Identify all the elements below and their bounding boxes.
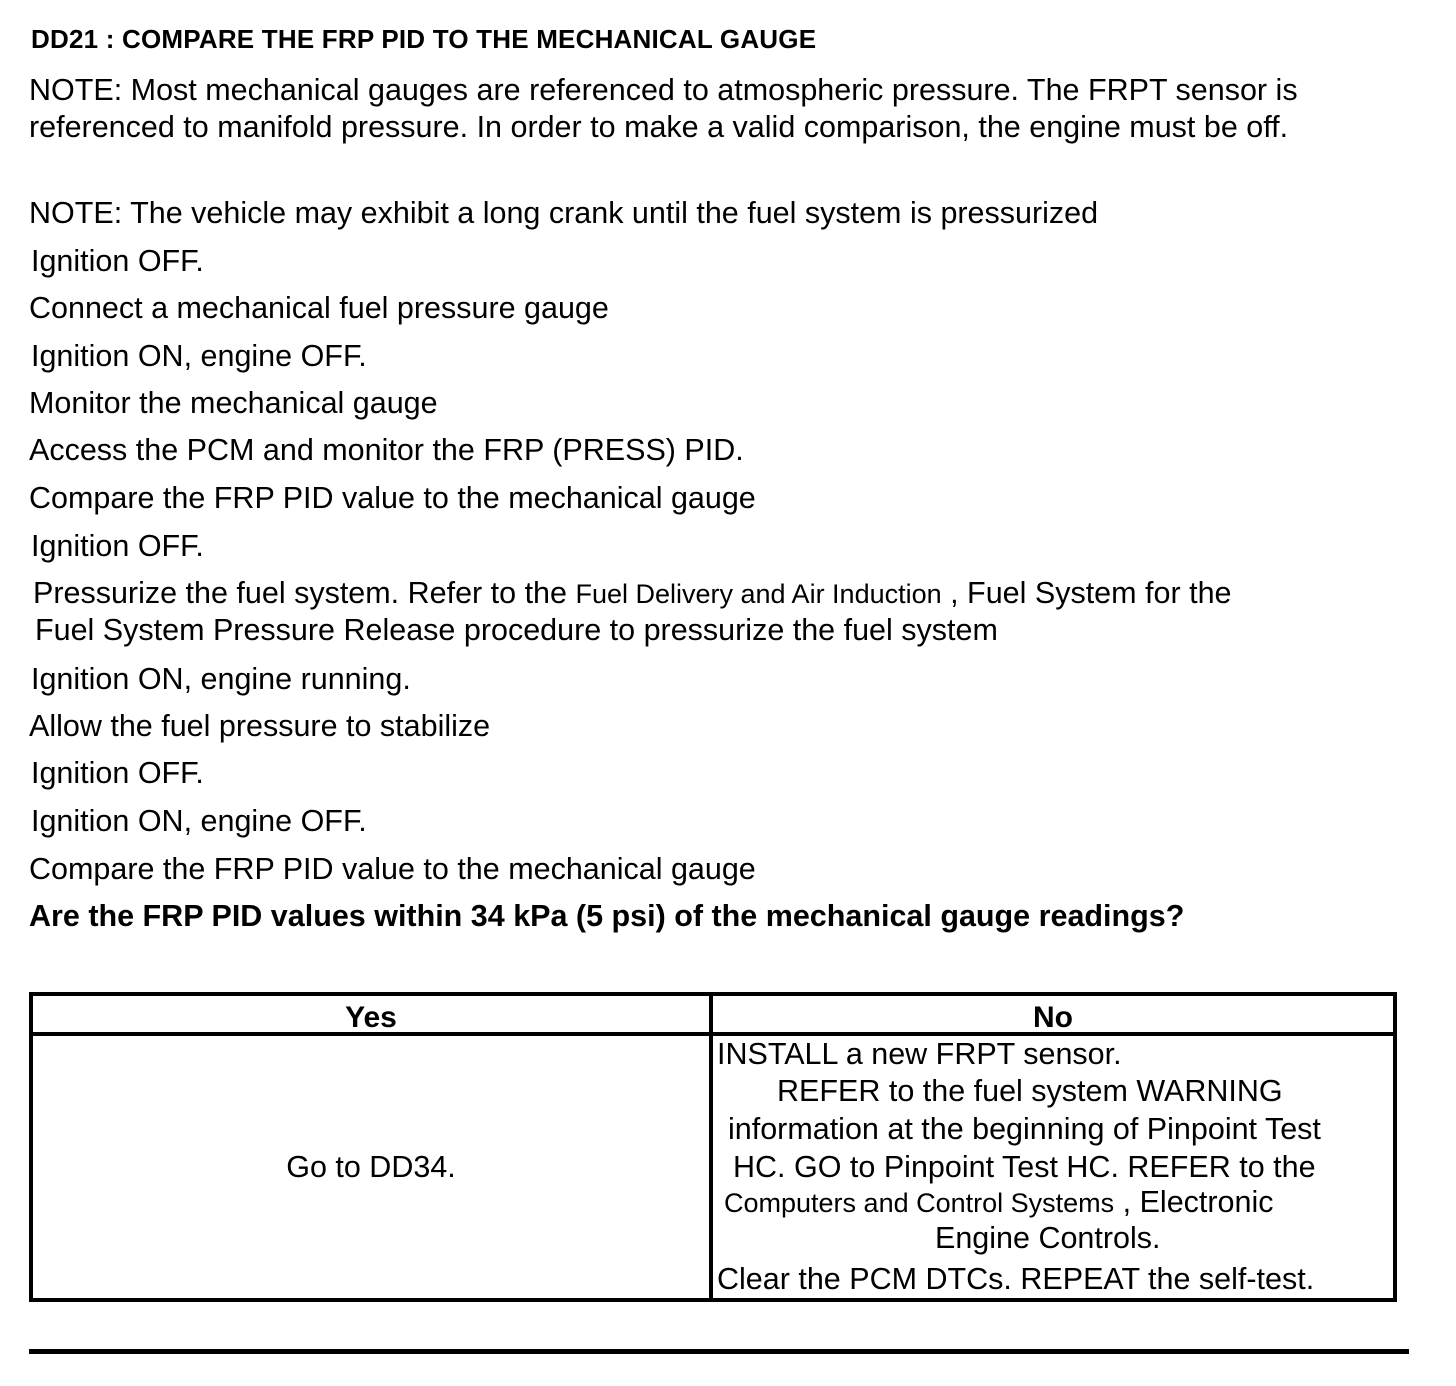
step-access-pcm: Access the PCM and monitor the FRP (PRESS) PID. (29, 433, 744, 467)
yes-header: Yes (33, 996, 713, 1036)
step-compare-2: Compare the FRP PID value to the mechanical gauge (29, 852, 756, 886)
no-line-goto-hc: HC. GO to Pinpoint Test HC. REFER to the (733, 1150, 1316, 1184)
no-line-information: information at the beginning of Pinpoint Test (728, 1112, 1321, 1146)
page-title: DD21 : COMPARE THE FRP PID TO THE MECHANICAL GAUGE (31, 24, 817, 54)
step-ignition-off-1: Ignition OFF. (31, 244, 204, 278)
pressurize-text: Pressurize the fuel system. Refer to the (33, 576, 576, 610)
no-line-install: INSTALL a new FRPT sensor. (717, 1037, 1122, 1071)
step-ignition-on-engine-off-1: Ignition ON, engine OFF. (31, 339, 367, 373)
step-pressurize-cont: Fuel System Pressure Release procedure to pressurize the fuel system (35, 613, 998, 647)
computers-ref: Computers and Control Systems (724, 1188, 1115, 1218)
step-connect-gauge: Connect a mechanical fuel pressure gauge (29, 291, 609, 325)
computers-ref-tail: , Electronic (1114, 1185, 1274, 1219)
step-ignition-on-engine-off-2: Ignition ON, engine OFF. (31, 804, 367, 838)
bottom-divider (29, 1349, 1409, 1354)
no-line-engine-controls: Engine Controls. (935, 1221, 1161, 1255)
no-line-computers (724, 1184, 1274, 1222)
fuel-delivery-ref: Fuel Delivery and Air Induction (575, 579, 942, 609)
no-header: No (713, 996, 1393, 1036)
yes-action: Go to DD34. (286, 1149, 456, 1184)
no-cell (713, 1036, 1393, 1298)
decision-table (29, 992, 1397, 1302)
no-line-refer-warning: REFER to the fuel system WARNING (777, 1074, 1283, 1108)
step-pressurize (33, 575, 1232, 613)
step-ignition-off-3: Ignition OFF. (31, 756, 204, 790)
pressurize-text-tail: , Fuel System for the (941, 576, 1232, 610)
step-stabilize: Allow the fuel pressure to stabilize (29, 709, 491, 743)
yes-cell (33, 1036, 713, 1298)
step-compare-1: Compare the FRP PID value to the mechanical gauge (29, 481, 756, 515)
note-long-crank: NOTE: The vehicle may exhibit a long crank until the fuel system is pressurized (29, 196, 1099, 230)
step-ignition-on-running: Ignition ON, engine running. (31, 662, 411, 696)
note-manifold-pressure: NOTE: Most mechanical gauges are referenced to atmospheric pressure. The FRPT sensor is referenced to manifold pressure. In order to make a valid comparison, the engine must be off. (29, 73, 1298, 144)
no-line-clear-dtcs: Clear the PCM DTCs. REPEAT the self-test. (717, 1262, 1315, 1296)
step-monitor-gauge: Monitor the mechanical gauge (29, 386, 438, 420)
step-ignition-off-2: Ignition OFF. (31, 529, 204, 563)
decision-question: Are the FRP PID values within 34 kPa (5 psi) of the mechanical gauge readings? (29, 899, 1185, 933)
